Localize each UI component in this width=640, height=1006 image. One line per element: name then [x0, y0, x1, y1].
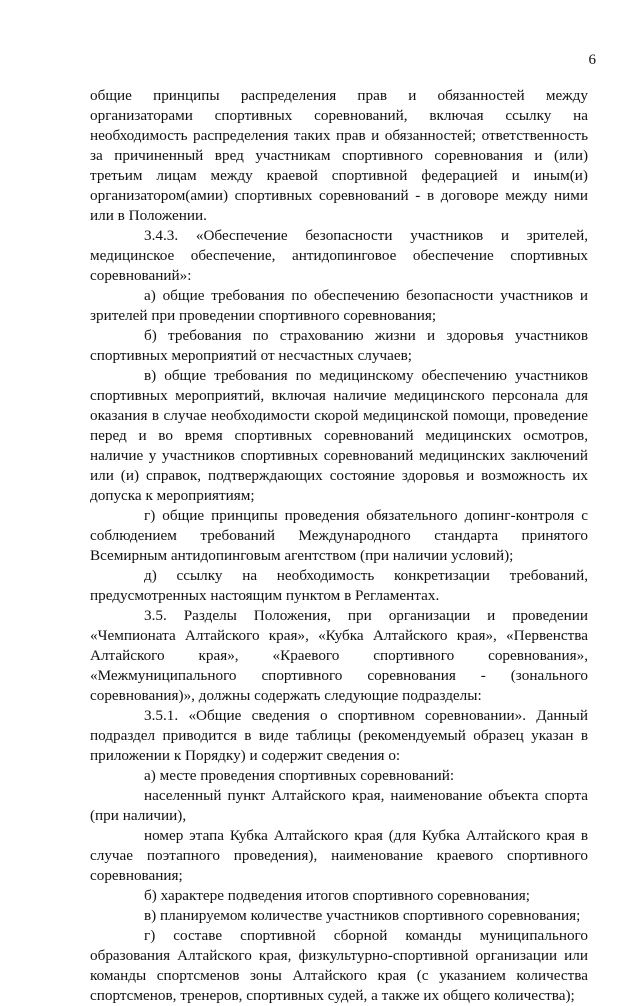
paragraph: 3.5.1. «Общие сведения о спортивном соревновании». Данный подраздел приводится в виде таблицы (рекомендуемый образец указан в приложении к Порядку) и содержит сведения о: — [90, 707, 588, 764]
page-number: 6 — [588, 52, 596, 68]
body-text — [90, 86, 588, 1006]
paragraph: г) составе спортивной сборной команды муниципального образования Алтайского края, физкультурно-спортивной организации или команды спортсменов зоны Алтайского края (с указанием количества спортсменов, тренеров, спортивных судей, а также их общего количества); — [90, 927, 588, 1004]
paragraph: 3.5. Разделы Положения, при организации и проведении «Чемпионата Алтайского края», «Кубка Алтайского края», «Первенства Алтайского края», «Краевого спортивного соревнования», «Межмуниципального спортивного соревнования - (зонального соревнования)», должны содержать следующие подразделы: — [90, 607, 588, 704]
paragraph: а) общие требования по обеспечению безопасности участников и зрителей при проведении спортивного соревнования; — [90, 287, 588, 324]
paragraph: д) ссылку на необходимость конкретизации требований, предусмотренных настоящим пунктом в Регламентах. — [90, 567, 588, 604]
paragraph: г) общие принципы проведения обязательного допинг-контроля с соблюдением требований Международного стандарта принятого Всемирным антидопинговым агентством (при наличии условий); — [90, 507, 588, 564]
paragraph: а) месте проведения спортивных соревнований: — [144, 767, 455, 784]
paragraph: б) требования по страхованию жизни и здоровья участников спортивных мероприятий от несчастных случаев; — [90, 327, 588, 364]
paragraph: 3.4.3. «Обеспечение безопасности участников и зрителей, медицинское обеспечение, антидопинговое обеспечение спортивных соревнований»: — [90, 227, 588, 284]
paragraph: в) планируемом количестве участников спортивного соревнования; — [144, 907, 581, 924]
paragraph: номер этапа Кубка Алтайского края (для Кубка Алтайского края в случае поэтапного проведения), наименование краевого спортивного соревнования; — [90, 827, 588, 884]
paragraph: в) общие требования по медицинскому обеспечению участников спортивных мероприятий, включая наличие медицинского персонала для оказания в случае необходимости скорой медицинской помощи, проведение перед и во время спортивных соревнований медицинских осмотров, наличие у участников спортивных соревнований медицинских заключений или (и) справок, подтверждающих состояние здоровья и возможность их допуска к мероприятиям; — [90, 367, 588, 504]
paragraph: населенный пункт Алтайского края, наименование объекта спорта (при наличии), — [90, 787, 588, 824]
paragraph: общие принципы распределения прав и обязанностей между организаторами спортивных соревнований, включая ссылку на необходимость распределения таких прав и обязанностей; ответственность за причиненный вред участникам спортивного соревнования и (или) третьим лицам между краевой спортивной федерацией и иным(и) организатором(амии) спортивных соревнований - в договоре между ними или в Положении. — [90, 87, 588, 224]
paragraph: б) характере подведения итогов спортивного соревнования; — [144, 887, 530, 904]
